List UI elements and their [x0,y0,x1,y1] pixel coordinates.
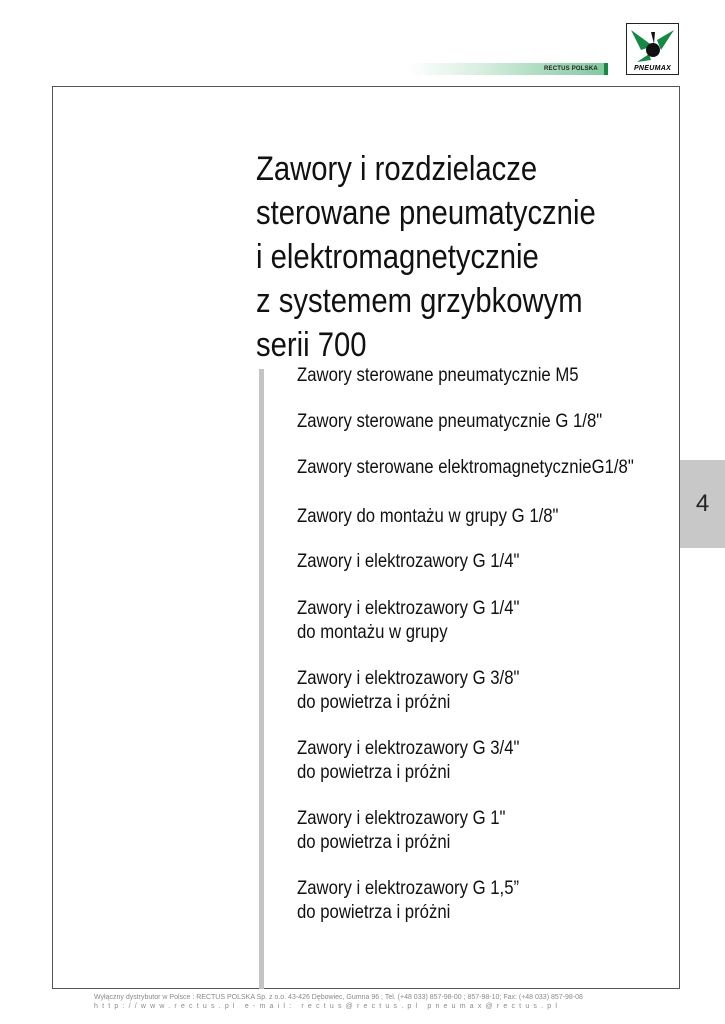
list-item-line1: Zawory i elektrozawory G 1/4" [297,598,520,619]
list-item-line1: Zawory i elektrozawory G 3/4" [297,738,520,759]
list-item-line1: Zawory i elektrozawory G 1,5” [297,878,520,899]
header-bar-accent [604,63,608,75]
list-item-line2: do powietrza i próżni [297,692,451,713]
page-title [256,147,617,367]
list-item [297,667,519,715]
list-item [297,456,634,480]
list-item-line1: Zawory sterowane pneumatycznie M5 [297,365,579,386]
title-line: z systemem grzybkowym [256,282,583,320]
list-item [297,364,579,388]
title-line: i elektromagnetycznie [256,238,539,276]
list-item-line2: do powietrza i próżni [297,902,451,923]
list-item [297,597,519,645]
footer [94,993,634,1011]
title-line: sterowane pneumatycznie [256,194,596,232]
company-label: RECTUS POLSKA [544,66,598,72]
list-item [297,505,558,529]
footer-address: Wyłączny dystrybutor w Polsce : RECTUS POLSKA Sp. z o.o. 43-426 Dębowiec, Gumna 96 ; Tel. (+48 033) 857-98-00 ; 857-98-10; Fax: (+48 033) 857-98-08 [94,994,583,1001]
list-item-line2: do montażu w grupy [297,622,448,643]
list-item-line1: Zawory i elektrozawory G 1/4" [297,551,520,572]
list-item [297,877,519,925]
section-tab [680,460,725,548]
title-line: serii 700 [256,326,367,364]
footer-contact: http://www.rectus.pl e-mail: rectus@rectus.pl pneumax@rectus.pl [94,1003,562,1010]
list-item-line1: Zawory sterowane pneumatycznie G 1/8" [297,411,603,432]
title-line: Zawory i rozdzielacze [256,150,538,188]
list-item [297,550,519,574]
list-item [297,737,519,785]
list-item-line2: do powietrza i próżni [297,762,451,783]
logo-text: PNEUMAX [633,65,672,72]
vertical-divider [259,369,264,989]
list-item-line1: Zawory i elektrozawory G 3/8" [297,668,520,689]
pneumax-logo [626,23,679,75]
section-number: 4 [695,490,710,517]
list-item [297,807,506,855]
list-item-line2: do powietrza i próżni [297,832,451,853]
list-item [297,410,602,434]
list-item-line1: Zawory sterowane elektromagnetycznieG1/8" [297,457,634,478]
list-item-line1: Zawory i elektrozawory G 1" [297,808,506,829]
list-item-line1: Zawory do montażu w grupy G 1/8" [297,506,559,527]
